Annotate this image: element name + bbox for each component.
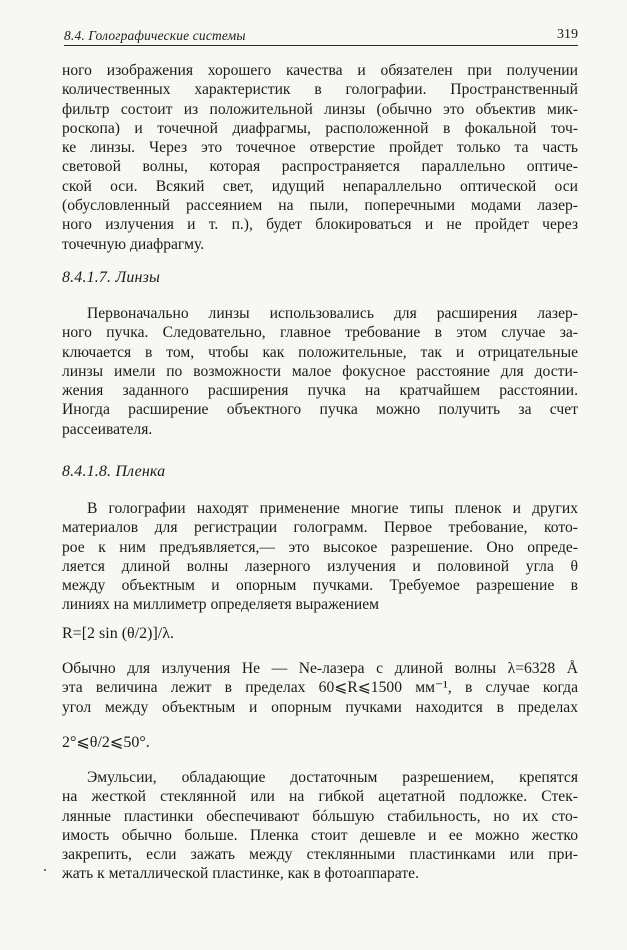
- text-line: ного изображения хорошего качества и обязателен при получении: [62, 62, 578, 79]
- lenses-paragraph: [62, 304, 578, 439]
- text-line: закрепить, если зажать между стеклянными пластинками или при-: [62, 846, 578, 864]
- scan-speck: [44, 869, 46, 871]
- text-line: жения заданного расширения пучка на кратчайшем расстоянии.: [62, 382, 578, 400]
- film-paragraph-3: [62, 768, 578, 884]
- text-line: Обычно для излучения He — Ne-лазера с длиной волны λ=6328 Å: [62, 660, 578, 677]
- section-heading-lenses: 8.4.1.7. Линзы: [62, 269, 160, 286]
- intro-paragraph: [62, 61, 578, 254]
- text-line: материалов для регистрации голограмм. Первое требование, кото-: [62, 519, 578, 537]
- text-line: Эмульсии, обладающие достаточным разрешением, крепятся: [87, 769, 578, 786]
- text-line: ключается в том, чтобы как положительные, так и отрицательные: [62, 343, 578, 361]
- text-line: (обусловленный рассеянием на пыли, поперечными модами лазер-: [62, 197, 578, 215]
- text-line: ской оси. Всякий свет, идущий непараллельно оптической оси: [62, 177, 578, 195]
- text-line: линзы имели по возможности малое фокусное расстояние для дости-: [62, 362, 578, 380]
- text-line: угол между объектным и опорным пучками находится в пределах: [62, 698, 578, 716]
- text-line: между объектным и опорным пучками. Требуемое разрешение в: [62, 577, 578, 595]
- text-line: ного излучения и т. п.), будет блокироваться и не пройдет через: [62, 216, 578, 234]
- text-line: эта величина лежит в пределах 60⩽R⩽1500 мм⁻¹, в случае когда: [62, 679, 578, 697]
- page-number: 319: [557, 27, 578, 42]
- text-line: Иногда расширение объектного пучка можно получить за счет: [62, 401, 578, 419]
- text-line: на жесткой стеклянной или на гибкой ацетатной подложке. Стек-: [62, 788, 578, 806]
- angle-range-formula: 2°⩽θ/2⩽50°.: [62, 734, 150, 751]
- text-line: Первоначально линзы использовались для расширения лазер-: [87, 305, 578, 322]
- text-line: имость обычно больше. Пленка стоит дешевле и ее можно жестко: [62, 826, 578, 844]
- text-line: лянные пластинки обеспечивают бóльшую стабильность, но их сто-: [62, 807, 578, 825]
- text-line: В голографии находят применение многие типы пленок и других: [87, 500, 578, 517]
- text-line: фильтр состоит из положительной линзы (обычно это объектив мик-: [62, 100, 578, 118]
- film-paragraph-2: [62, 659, 578, 717]
- running-header-title: 8.4. Голографические системы: [64, 28, 246, 43]
- resolution-formula: R=[2 sin (θ/2)]/λ.: [62, 625, 174, 642]
- text-line: рое к ним предъявляется,— это высокое разрешение. Оно опреде-: [62, 538, 578, 556]
- text-line: ного пучка. Следовательно, главное требование в этом случае за-: [62, 324, 578, 342]
- film-paragraph-1: [62, 499, 578, 615]
- text-line: ляется длиной волны лазерного излучения и половиной угла θ: [62, 557, 578, 575]
- text-line: жать к металлической пластинке, как в фотоаппарате.: [62, 865, 420, 883]
- text-line: рассеивателя.: [62, 420, 153, 438]
- section-heading-film: 8.4.1.8. Пленка: [62, 463, 166, 480]
- text-line: ке линзы. Через это точечное отверстие пройдет только та часть: [62, 139, 578, 157]
- text-line: точечную диафрагму.: [62, 235, 205, 253]
- text-line: роскопа) и точечной диафрагмы, расположенной в фокальной точ-: [62, 119, 578, 137]
- text-line: световой волны, которая распространяется параллельно оптиче-: [62, 158, 578, 176]
- text-line: линиях на миллиметр определяетя выражением: [62, 596, 380, 614]
- text-line: количественных характеристик в голографии. Пространственный: [62, 81, 578, 99]
- running-header: [64, 22, 578, 44]
- header-rule: [64, 45, 578, 46]
